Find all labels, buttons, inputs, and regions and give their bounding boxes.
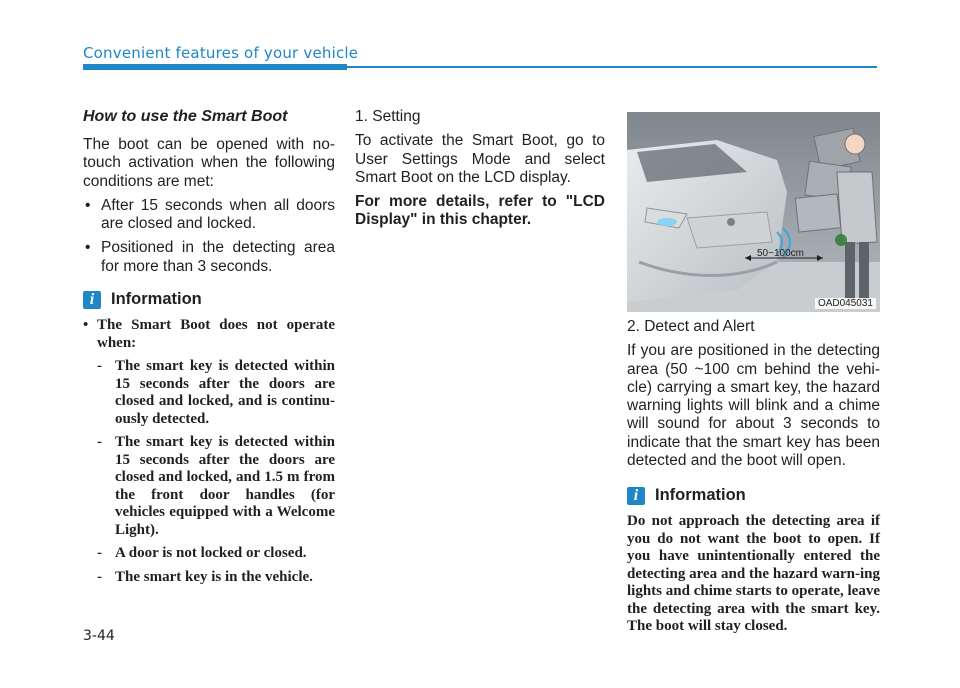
section-heading: How to use the Smart Boot bbox=[83, 108, 288, 125]
info-icon: i bbox=[83, 291, 101, 309]
note-item: - The smart key is detected within 15 seconds after the doors are closed and locked, and is continu-ously detected. bbox=[97, 358, 335, 427]
step-title: 1. Setting bbox=[355, 108, 421, 125]
reference-link[interactable]: LCD Display bbox=[355, 193, 605, 229]
note-item-text: The smart key is detected within 15 seconds after the doors are closed and locked, and is continu-ously detected. bbox=[115, 358, 335, 427]
header-rule bbox=[347, 66, 877, 68]
reference-suffix: " in this chapter. bbox=[410, 211, 532, 229]
intro-paragraph: The boot can be opened with no-touch activation when the following conditions are met: bbox=[83, 136, 335, 190]
info-header bbox=[627, 486, 880, 505]
note-item: - The smart key is in the vehicle. bbox=[97, 568, 313, 585]
info-title: Information bbox=[111, 290, 202, 309]
note-item-text: The smart key is in the vehicle. bbox=[115, 568, 313, 585]
reference-prefix: For more details, refer to " bbox=[355, 193, 574, 211]
condition-item: • Positioned in the detecting area for more than 3 seconds. bbox=[83, 239, 335, 276]
section-title: Convenient features of your vehicle bbox=[83, 44, 359, 62]
step-title: 2. Detect and Alert bbox=[627, 318, 755, 335]
info-title: Information bbox=[655, 486, 746, 505]
right-column bbox=[627, 112, 880, 636]
info-note bbox=[83, 317, 335, 586]
info-note: Do not approach the detecting area if you do not want the boot to open. If you have unintentionally entered the detecting area and the hazard warn-ing lights and chime starts to operate, leave the detecting area with the smart key. The boot will stay closed. bbox=[627, 513, 880, 635]
step-text: To activate the Smart Boot, go to User Settings Mode and select Smart Boot on the LCD display. bbox=[355, 132, 605, 186]
conditions-list bbox=[83, 197, 335, 276]
note-item: - The smart key is detected within 15 seconds after the doors are closed and locked, and 1.5 m from the front door handles (for vehicles equipped with a Welcome Light). bbox=[97, 434, 335, 538]
reference-note bbox=[355, 193, 605, 230]
note-item-text: The smart key is detected within 15 seconds after the doors are closed and locked, and 1.5 m from the front door handles (for vehicles equipped with a Welcome Light). bbox=[115, 434, 335, 538]
smart-boot-illustration bbox=[627, 112, 880, 312]
page-number: 3-44 bbox=[83, 628, 115, 644]
middle-column bbox=[355, 108, 605, 236]
note-item-text: A door is not locked or closed. bbox=[115, 545, 307, 562]
info-icon: i bbox=[627, 487, 645, 505]
left-column bbox=[83, 108, 335, 592]
info-header bbox=[83, 290, 335, 309]
figure-code: OAD045031 bbox=[815, 298, 876, 309]
distance-label: 50~100cm bbox=[757, 248, 804, 259]
car-rear-illustration bbox=[627, 112, 880, 312]
note-item: - A door is not locked or closed. bbox=[97, 545, 307, 562]
header-bar bbox=[83, 64, 347, 70]
condition-item: • After 15 seconds when all doors are closed and locked. bbox=[83, 197, 335, 234]
note-bullet: • The Smart Boot does not operate when: bbox=[83, 317, 335, 352]
step-text: If you are positioned in the detecting area (50 ~100 cm behind the vehi-cle) carrying a smart key, the hazard warning lights will blink and a chime will sound for about 3 seconds to indicate that the smart key has been detected and the boot will open. bbox=[627, 342, 880, 470]
